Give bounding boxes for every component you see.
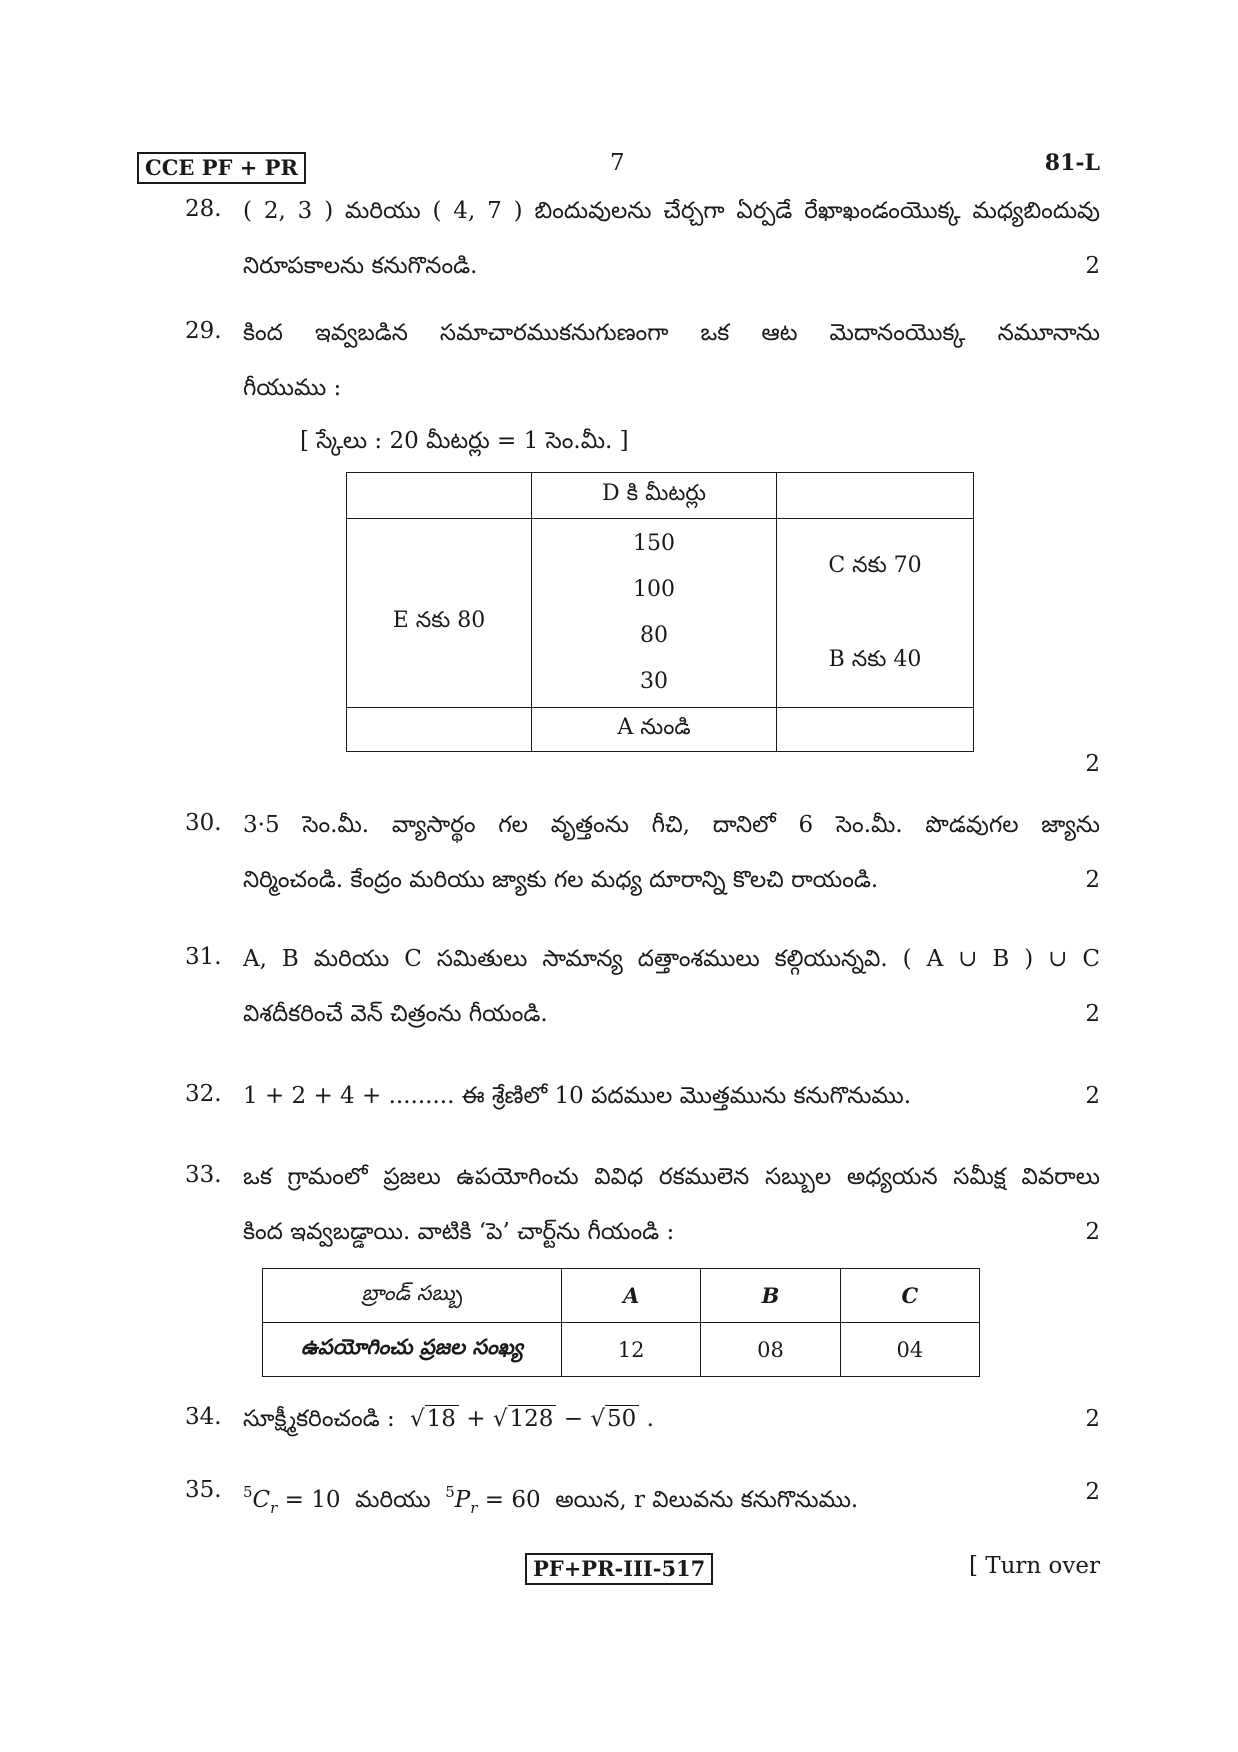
table-cell [347, 473, 532, 519]
question-marks: 2 [1085, 253, 1100, 279]
brand-header: B [701, 1269, 840, 1323]
superscript: 5 [445, 1483, 455, 1501]
scale-note: [ స్కేలు : 20 మీటర్లు = 1 సెం.మీ. ] [300, 428, 629, 454]
question-text: = 10 మరియు [277, 1487, 438, 1513]
question-text: 3·5 సెం.మీ. వ్యాసార్థం గల వృత్తంను గీచి, దానిలో 6 సెం.మీ. పొడవుగల జ్యాను [243, 812, 1100, 838]
table-cell [347, 708, 532, 752]
superscript: 5 [243, 1483, 253, 1501]
subscript: r [270, 1499, 278, 1517]
table-cell [777, 708, 974, 752]
subscript: r [470, 1499, 478, 1517]
table-cell [777, 519, 974, 708]
combination-symbol: C [252, 1487, 271, 1513]
page-number: 7 [610, 150, 625, 176]
row-label: ఉపయోగించు ప్రజల సంఖ్య [263, 1323, 562, 1377]
question-text: 1 + 2 + 4 + ......... ఈ శ్రేణిలో 10 పదముల మొత్తమును కనుగొనుము. [243, 1083, 912, 1109]
brand-header: A [562, 1269, 701, 1323]
question-text: ( 2, 3 ) మరియు ( 4, 7 ) బిందువులను చేర్చగా ఏర్పడే రేఖాఖండంయొక్క మధ్యబిందువు [243, 198, 1100, 224]
sqrt-term: √18 [410, 1404, 459, 1434]
table-cell [777, 473, 974, 519]
permutation-symbol: P [454, 1487, 471, 1513]
table-cell [532, 473, 777, 519]
row-label: బ్రాండ్ సబ్బు [263, 1269, 562, 1323]
count-cell: 08 [701, 1323, 840, 1377]
question-text: సూక్ష్మీకరించండి : [243, 1406, 395, 1432]
distance-value: 100 [633, 577, 675, 602]
question-number: 28. [185, 196, 222, 222]
question-marks: 2 [1085, 1479, 1100, 1505]
count-cell: 12 [562, 1323, 701, 1377]
question-number: 31. [185, 944, 222, 970]
radicand: 128 [508, 1405, 557, 1432]
column-header: D కి మీటర్లు [601, 480, 707, 506]
sqrt-term: √128 [493, 1404, 557, 1434]
question-text: నిర్మించండి. కేంద్రం మరియు జ్యాకు గల మధ్య దూరాన్ని కొలచి రాయండి. [243, 867, 879, 893]
question-number: 30. [185, 810, 222, 836]
table-cell [347, 519, 532, 708]
offset-left: E నకు 80 [392, 608, 486, 633]
question-marks: 2 [1085, 1406, 1100, 1432]
brand-header: C [840, 1269, 979, 1323]
question-marks: 2 [1085, 1001, 1100, 1027]
field-book-table [346, 472, 974, 752]
baseline-start: A నుండి [617, 714, 691, 740]
question-number: 34. [185, 1404, 222, 1430]
question-text: గీయుము : [243, 375, 342, 401]
offset-right: C నకు 70 [828, 553, 922, 578]
offset-right: B నకు 40 [828, 647, 922, 672]
question-text: కింద ఇవ్వబడిన సమాచారముకనుగుణంగా ఒక ఆట మెదానంయొక్క నమూనాను [243, 320, 1100, 346]
question-number: 35. [185, 1477, 222, 1503]
sqrt-term: √50 [590, 1404, 639, 1434]
question-text: నిరూపకాలను కనుగొనండి. [243, 253, 478, 279]
table-cell [532, 519, 777, 708]
soap-usage-table [262, 1268, 980, 1377]
distance-value: 80 [640, 623, 668, 648]
question-marks: 2 [1085, 867, 1100, 893]
radical-expression: √18 + √128 − √50 . [410, 1406, 654, 1432]
question-marks: 2 [1085, 1083, 1100, 1109]
question-number: 32. [185, 1081, 222, 1107]
question-text: కింద ఇవ్వబడ్డాయి. వాటికి ‘పె’ చార్ట్‌ను గీయండి : [243, 1219, 675, 1245]
paper-code: 81-L [1044, 150, 1100, 176]
count-cell: 04 [840, 1323, 979, 1377]
radicand: 18 [425, 1405, 459, 1432]
footer-code-box: PF+PR-III-517 [525, 1553, 713, 1585]
table-cell [532, 708, 777, 752]
radicand: 50 [605, 1405, 639, 1432]
question-marks: 2 [1085, 751, 1100, 777]
question-marks: 2 [1085, 1219, 1100, 1245]
question-text: ఒక గ్రామంలో ప్రజలు ఉపయోగించు వివిధ రకములెన సబ్బుల అధ్యయన సమీక్ష వివరాలు [243, 1164, 1100, 1190]
question-text: = 60 అయిన, r విలువను కనుగొనుము. [477, 1487, 859, 1513]
question-text: విశదీకరించే వెన్ చిత్రంను గీయండి. [243, 1001, 548, 1027]
distance-value: 150 [633, 531, 675, 556]
distance-value: 30 [640, 669, 668, 694]
question-number: 29. [185, 318, 222, 344]
question-number: 33. [185, 1162, 222, 1188]
turn-over-note: [ Turn over [968, 1553, 1100, 1579]
header-code-box: CCE PF + PR [137, 152, 306, 184]
question-text: A, B మరియు C సమితులు సామాన్య దత్తాంశములు కల్గియున్నవి. ( A ∪ B ) ∪ C [243, 946, 1100, 972]
